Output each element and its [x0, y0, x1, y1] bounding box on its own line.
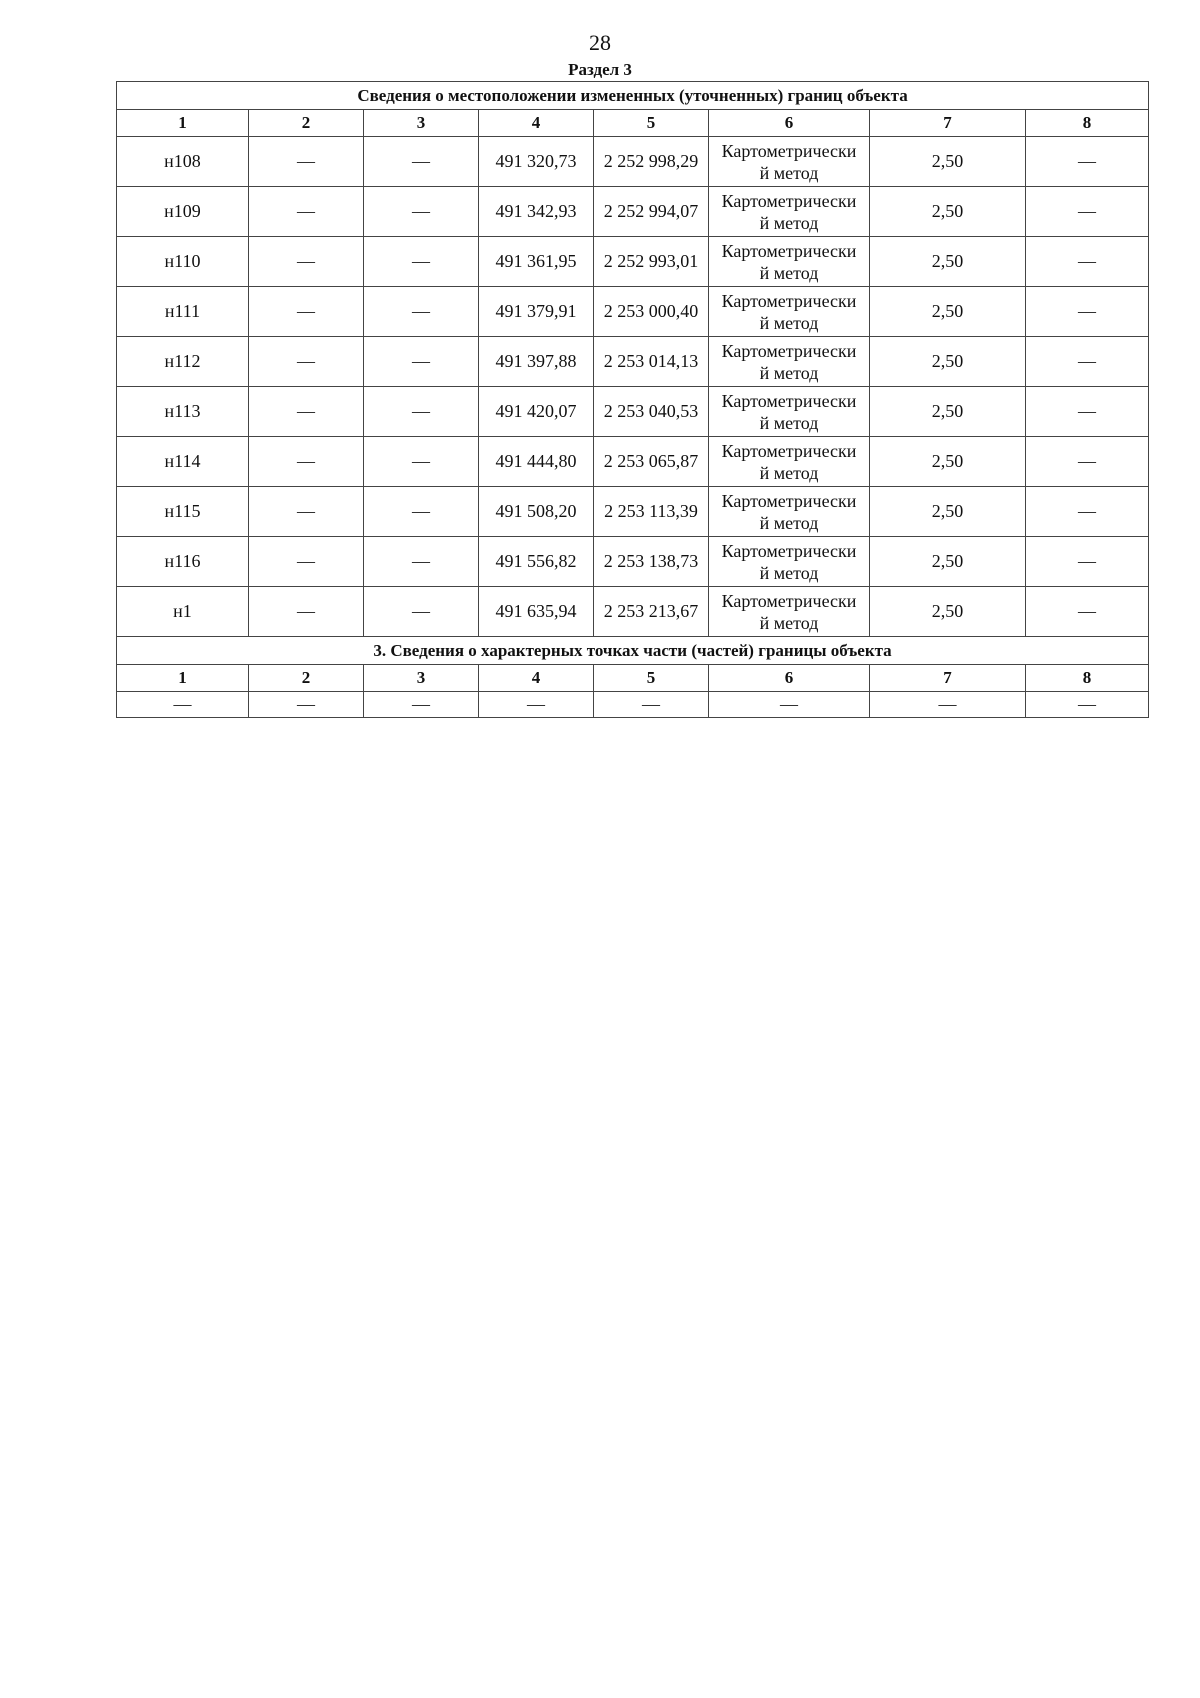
table2-cell: —: [117, 692, 249, 718]
method-line-1: Картометрически: [721, 190, 857, 211]
cell-c2: —: [249, 387, 364, 437]
method-line-1: Картометрически: [721, 590, 857, 611]
table1-header-cell: 6: [709, 110, 870, 137]
cell-c8: —: [1026, 287, 1149, 337]
cell-c8: —: [1026, 537, 1149, 587]
cell-c8: —: [1026, 387, 1149, 437]
cell-c1: н116: [117, 537, 249, 587]
cell-c4: 491 397,88: [479, 337, 594, 387]
table2-header-cell: 6: [709, 665, 870, 692]
cell-c3: —: [364, 287, 479, 337]
cell-c3: —: [364, 587, 479, 637]
method-line-2: й метод: [759, 612, 819, 633]
cell-c3: —: [364, 487, 479, 537]
cell-c1: н110: [117, 237, 249, 287]
cell-c4: 491 379,91: [479, 287, 594, 337]
table2-header-cell: 5: [594, 665, 709, 692]
table1-row: [117, 437, 1149, 487]
cell-c5: 2 253 213,67: [594, 587, 709, 637]
method-line-1: Картометрически: [721, 490, 857, 511]
cell-c5: 2 252 993,01: [594, 237, 709, 287]
method-line-1: Картометрически: [721, 290, 857, 311]
table1-header-cell: 2: [249, 110, 364, 137]
cell-c4: 491 361,95: [479, 237, 594, 287]
cell-c5: 2 253 000,40: [594, 287, 709, 337]
cell-c1: н114: [117, 437, 249, 487]
cell-c7: 2,50: [870, 187, 1026, 237]
table1-row: [117, 337, 1149, 387]
method-line-2: й метод: [759, 512, 819, 533]
cell-method: [709, 287, 870, 337]
cell-c7: 2,50: [870, 587, 1026, 637]
cell-c4: 491 444,80: [479, 437, 594, 487]
table2-row: [117, 692, 1149, 718]
table2-header-cell: 8: [1026, 665, 1149, 692]
table2-header-cell: 4: [479, 665, 594, 692]
table1-row: [117, 387, 1149, 437]
cell-method: [709, 187, 870, 237]
table1-row: [117, 487, 1149, 537]
cell-c2: —: [249, 187, 364, 237]
cell-c3: —: [364, 137, 479, 187]
table2-cell: —: [249, 692, 364, 718]
boundary-table: [116, 81, 1149, 718]
cell-c3: —: [364, 337, 479, 387]
table1-row: [117, 587, 1149, 637]
table1-header-cell: 7: [870, 110, 1026, 137]
cell-c2: —: [249, 287, 364, 337]
method-line-2: й метод: [759, 362, 819, 383]
method-line-2: й метод: [759, 562, 819, 583]
table2-cell: —: [1026, 692, 1149, 718]
table1-row: [117, 287, 1149, 337]
cell-c8: —: [1026, 437, 1149, 487]
cell-c7: 2,50: [870, 537, 1026, 587]
cell-c8: —: [1026, 137, 1149, 187]
cell-c4: 491 420,07: [479, 387, 594, 437]
table2-header-cell: 2: [249, 665, 364, 692]
cell-c4: 491 320,73: [479, 137, 594, 187]
method-line-2: й метод: [759, 262, 819, 283]
table1-caption: Сведения о местоположении измененных (уточненных) границ объекта: [117, 82, 1149, 110]
table2-cell: —: [479, 692, 594, 718]
method-line-2: й метод: [759, 312, 819, 333]
table1-row: [117, 237, 1149, 287]
cell-c5: 2 253 138,73: [594, 537, 709, 587]
cell-c7: 2,50: [870, 387, 1026, 437]
cell-c2: —: [249, 587, 364, 637]
cell-c5: 2 253 065,87: [594, 437, 709, 487]
table1-header-cell: 8: [1026, 110, 1149, 137]
cell-c4: 491 342,93: [479, 187, 594, 237]
method-line-1: Картометрически: [721, 390, 857, 411]
cell-c8: —: [1026, 187, 1149, 237]
method-line-2: й метод: [759, 462, 819, 483]
table1-header-cell: 4: [479, 110, 594, 137]
method-line-1: Картометрически: [721, 340, 857, 361]
cell-method: [709, 437, 870, 487]
section-title: Раздел 3: [568, 60, 632, 79]
cell-c1: н113: [117, 387, 249, 437]
cell-c2: —: [249, 337, 364, 387]
method-line-2: й метод: [759, 412, 819, 433]
table1-header-cell: 5: [594, 110, 709, 137]
cell-c5: 2 253 113,39: [594, 487, 709, 537]
table1-row: [117, 187, 1149, 237]
cell-c5: 2 253 014,13: [594, 337, 709, 387]
cell-c5: 2 252 994,07: [594, 187, 709, 237]
cell-c4: 491 635,94: [479, 587, 594, 637]
cell-c8: —: [1026, 587, 1149, 637]
cell-method: [709, 387, 870, 437]
cell-method: [709, 337, 870, 387]
cell-c3: —: [364, 187, 479, 237]
cell-c7: 2,50: [870, 137, 1026, 187]
cell-c7: 2,50: [870, 237, 1026, 287]
method-line-1: Картометрически: [721, 140, 857, 161]
table2-header-cell: 7: [870, 665, 1026, 692]
cell-c2: —: [249, 237, 364, 287]
page-number: 28: [589, 30, 611, 55]
table2-cell: —: [594, 692, 709, 718]
cell-c2: —: [249, 437, 364, 487]
table2-header-cell: 1: [117, 665, 249, 692]
method-line-1: Картометрически: [721, 240, 857, 261]
cell-c5: 2 252 998,29: [594, 137, 709, 187]
cell-method: [709, 587, 870, 637]
cell-c1: н109: [117, 187, 249, 237]
method-line-2: й метод: [759, 212, 819, 233]
cell-c7: 2,50: [870, 287, 1026, 337]
cell-c2: —: [249, 487, 364, 537]
cell-c1: н115: [117, 487, 249, 537]
table2-header-cell: 3: [364, 665, 479, 692]
cell-c2: —: [249, 537, 364, 587]
cell-c5: 2 253 040,53: [594, 387, 709, 437]
cell-c1: н111: [117, 287, 249, 337]
cell-c3: —: [364, 437, 479, 487]
cell-c1: н112: [117, 337, 249, 387]
cell-c8: —: [1026, 237, 1149, 287]
cell-c4: 491 556,82: [479, 537, 594, 587]
table2-cell: —: [364, 692, 479, 718]
table2-header-row: [117, 665, 1149, 692]
cell-c1: н108: [117, 137, 249, 187]
cell-method: [709, 487, 870, 537]
method-line-1: Картометрически: [721, 440, 857, 461]
table1-row: [117, 537, 1149, 587]
cell-c7: 2,50: [870, 487, 1026, 537]
method-line-1: Картометрически: [721, 540, 857, 561]
method-line-2: й метод: [759, 162, 819, 183]
table2-caption-row: [117, 637, 1149, 665]
cell-c2: —: [249, 137, 364, 187]
table1-header-row: [117, 110, 1149, 137]
cell-c3: —: [364, 387, 479, 437]
cell-c4: 491 508,20: [479, 487, 594, 537]
cell-c7: 2,50: [870, 337, 1026, 387]
table2-cell: —: [870, 692, 1026, 718]
table2-cell: —: [709, 692, 870, 718]
table1-row: [117, 137, 1149, 187]
cell-c8: —: [1026, 337, 1149, 387]
table1-header-cell: 3: [364, 110, 479, 137]
cell-c8: —: [1026, 487, 1149, 537]
cell-c3: —: [364, 237, 479, 287]
table1-caption-row: [117, 82, 1149, 110]
cell-method: [709, 237, 870, 287]
table1-header-cell: 1: [117, 110, 249, 137]
cell-c1: н1: [117, 587, 249, 637]
cell-method: [709, 537, 870, 587]
cell-c3: —: [364, 537, 479, 587]
table2-caption: 3. Сведения о характерных точках части (частей) границы объекта: [117, 637, 1149, 665]
cell-method: [709, 137, 870, 187]
cell-c7: 2,50: [870, 437, 1026, 487]
